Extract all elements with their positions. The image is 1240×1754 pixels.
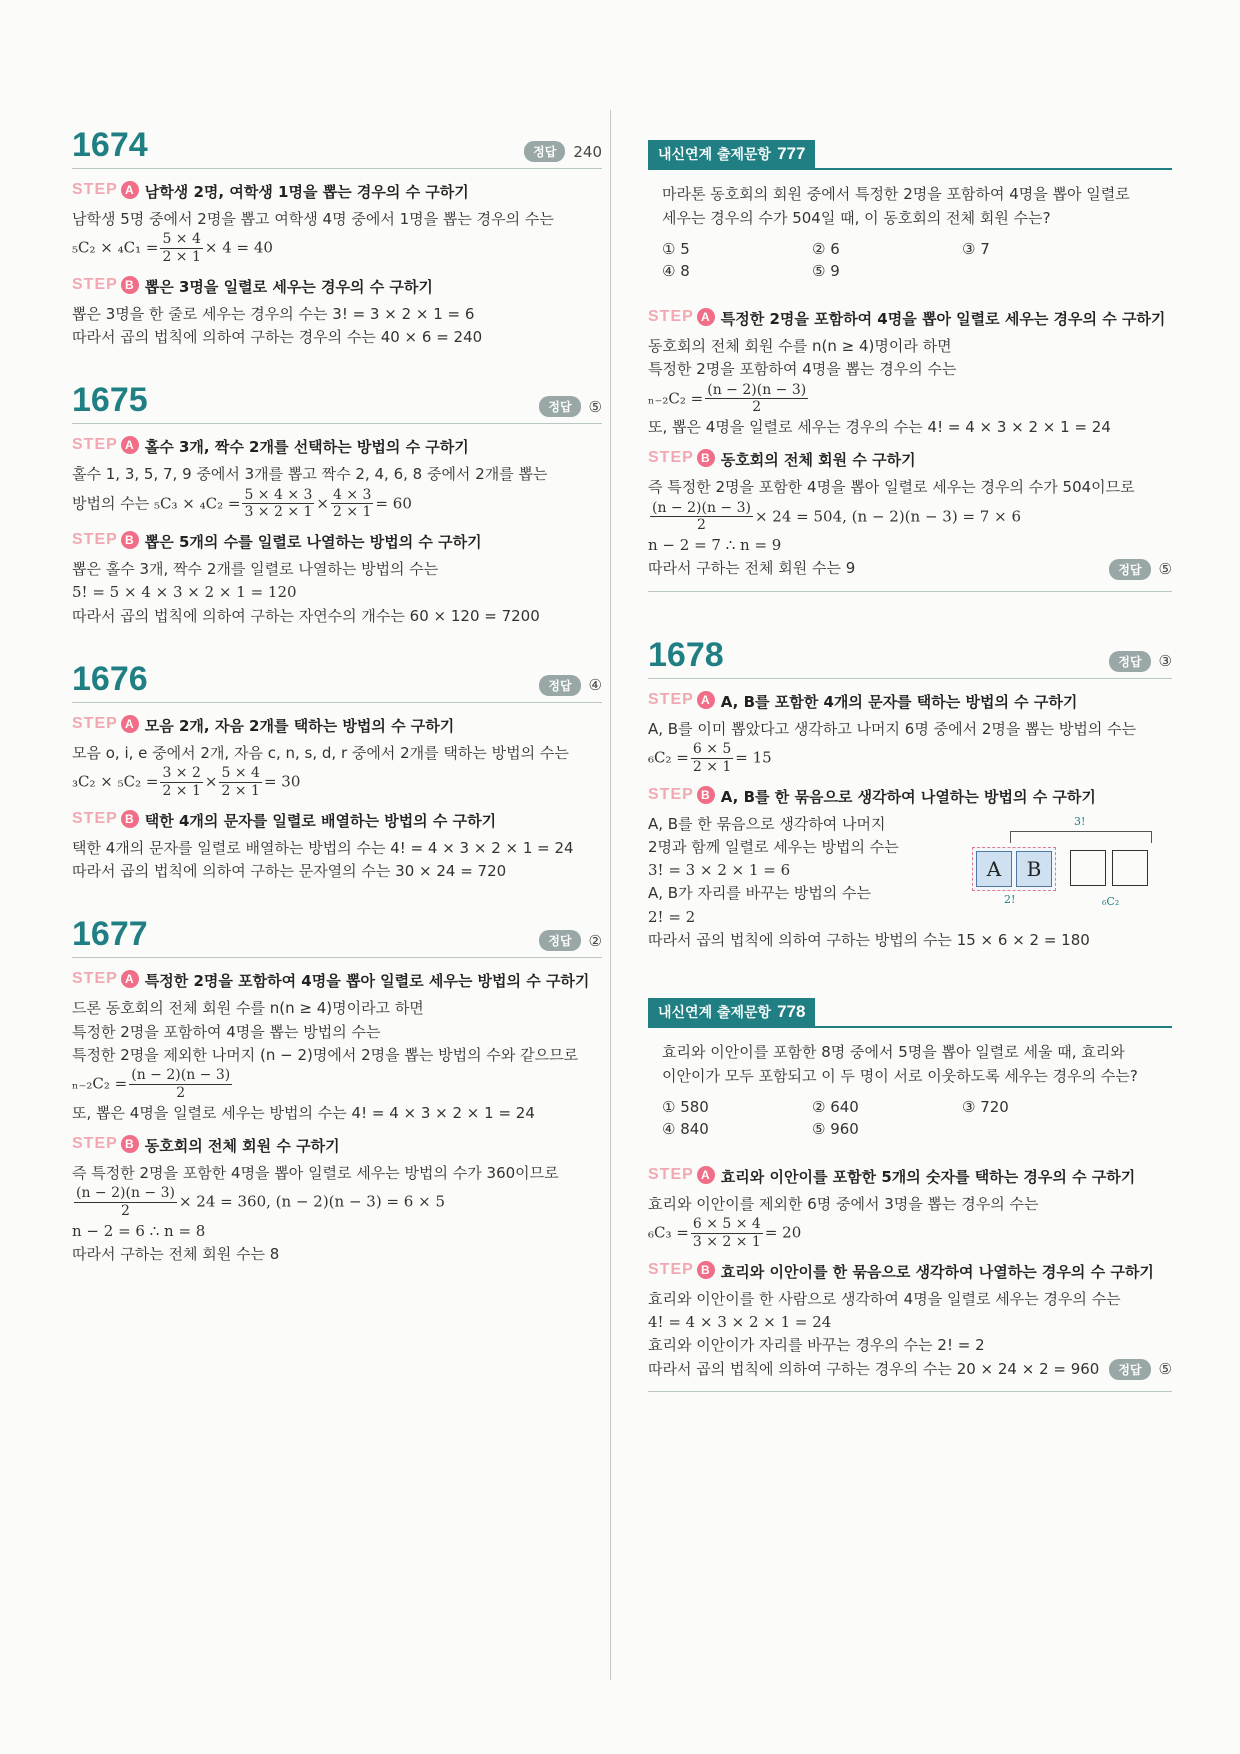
math-line: ₃C₂ × ₅C₂ = $\frac{3 \times 2}{2 \times 1}$ × $\frac{5 \times 4}{2 \times 1}$ = 30	[72, 765, 301, 799]
math-line: ₆C₃ = $\frac{6 \times 5 \times 4}{3 \times 2 \times 1}$ = 20	[648, 1216, 802, 1251]
problem-number: 1678	[648, 635, 724, 674]
math-line: 3! = 3 × 2 × 1 = 6	[648, 861, 791, 880]
problem-header	[72, 917, 602, 958]
problem-header	[648, 635, 1172, 679]
step-b-title: STEP B 택한 4개의 문자를 일렬로 배열하는 방법의 수 구하기	[72, 809, 497, 830]
question-text: 마라톤 동호회의 회원 중에서 특정한 2명을 포함하여 4명을 뽑아 일렬로	[662, 185, 1130, 203]
problem-1676	[72, 659, 602, 883]
problem-number: 1675	[72, 381, 148, 420]
step-a-title: STEP A A, B를 포함한 4개의 문자를 택하는 방법의 수 구하기	[648, 690, 1078, 711]
step-b-title: STEP B 뽑은 5개의 수를 일렬로 나열하는 방법의 수 구하기	[72, 531, 482, 552]
answer	[524, 141, 602, 162]
step-b-title: STEP B 뽑은 3명을 일렬로 세우는 경우의 수 구하기	[72, 275, 433, 296]
math-line: 방법의 수는 ₅C₃ × ₄C₂ = $\frac{5 \times 4 \times 3}{3 \times 2 \times 1}$ × $\frac{4 \times 3}{2 \times 1}$ = 60	[72, 486, 412, 521]
text-line: 택한 4개의 문자를 일렬로 배열하는 방법의 수는 4! = 4 × 3 × 2 × 1 = 24	[72, 838, 574, 857]
fraction: $\frac{6 \times 5}{2 \times 1}$	[692, 740, 732, 775]
problem-1677	[72, 917, 602, 1266]
problem-header	[72, 383, 602, 424]
text-line: 특정한 2명을 포함하여 4명을 뽑는 경우의 수는	[648, 360, 957, 379]
final-answer-line: 따라서 구하는 전체 회원 수는 9 정답 ⑤	[648, 559, 1172, 579]
ab-group	[972, 847, 1056, 891]
math-line: ₙ₋₂C₂ = $\frac{(n - 2)(n - 3)}{2}$	[648, 381, 807, 416]
question-header	[648, 140, 1172, 170]
text-line: 뽑은 3명을 한 줄로 세우는 경우의 수는 3! = 3 × 2 × 1 = 6	[72, 304, 475, 323]
text-line: 따라서 구하는 전체 회원 수는 8	[72, 1244, 280, 1263]
empty-cell	[1070, 850, 1106, 886]
step-a-icon: A	[697, 1166, 715, 1184]
right-column	[648, 140, 1172, 1392]
answer	[1109, 651, 1172, 672]
step-a-title: STEP A 모음 2개, 자음 2개를 택하는 방법의 수 구하기	[72, 714, 455, 735]
step-a-title: STEP A 효리와 이안이를 포함한 5개의 숫자를 택하는 경우의 수 구하기	[648, 1166, 1136, 1187]
answer	[539, 396, 602, 417]
step-word: STEP	[72, 714, 118, 732]
step-word: STEP	[72, 1134, 118, 1152]
empty-cell	[1112, 850, 1148, 886]
text-line: 특정한 2명을 포함하여 4명을 뽑는 방법의 수는	[72, 1022, 381, 1041]
question-text: 이안이가 모두 포함되고 이 두 명이 서로 이웃하도록 세우는 경우의 수는?	[662, 1067, 1138, 1086]
question-text: 효리와 이안이를 포함한 8명 중에서 5명을 뽑아 일렬로 세울 때, 효리와	[662, 1043, 1125, 1062]
option: ① 580	[662, 1098, 709, 1117]
text-line: 효리와 이안이를 제외한 6명 중에서 3명을 뽑는 경우의 수는	[648, 1195, 1039, 1214]
column-divider	[610, 110, 611, 1680]
step-word: STEP	[72, 275, 118, 293]
question-tag: 내신연계 출제문항 778	[648, 998, 815, 1026]
label-2-fact: 2!	[1004, 892, 1016, 906]
fraction: $\frac{5 \times 4}{2 \times 1}$	[221, 765, 260, 799]
math-line: n − 2 = 7 ∴ n = 9	[648, 536, 782, 555]
step-b-icon: B	[697, 449, 715, 467]
step-a-title: STEP A 특정한 2명을 포함하여 4명을 뽑아 일렬로 세우는 경우의 수 구하기	[648, 308, 1166, 328]
text-line: 효리와 이안이가 자리를 바꾸는 경우의 수는 2! = 2	[648, 1336, 985, 1355]
answer-value: ⑤	[588, 397, 602, 416]
step-word: STEP	[648, 1260, 694, 1278]
text-line: A, B를 한 묶음으로 생각하여 나머지	[648, 814, 886, 833]
problem-1674	[72, 128, 602, 349]
text-line: 드론 동호회의 전체 회원 수를 n(n ≥ 4)명이라고 하면	[72, 999, 424, 1018]
step-b-title: STEP B 동호회의 전체 회원 수 구하기	[648, 449, 916, 470]
option: ② 6	[812, 240, 840, 258]
option: ① 5	[662, 240, 690, 258]
answer-badge: 정답	[524, 141, 565, 162]
text-line: 따라서 곱의 법칙에 의하여 구하는 경우의 수는 40 × 6 = 240	[72, 328, 483, 347]
step-b-icon: B	[121, 1135, 139, 1153]
math-line: ₅C₂ × ₄C₁ = $\frac{5 \times 4}{2 \times 1}$ × 4 = 40	[72, 231, 273, 266]
arrangement-diagram	[962, 813, 1162, 913]
answer-badge: 정답	[1109, 559, 1150, 580]
text-line: 효리와 이안이를 한 사람으로 생각하여 4명을 일렬로 세우는 경우의 수는	[648, 1289, 1121, 1308]
fraction: $\frac{(n - 2)(n - 3)}{2}$	[652, 499, 751, 534]
step-a-title: STEP A 특정한 2명을 포함하여 4명을 뽑아 일렬로 세우는 방법의 수 구하기	[72, 970, 590, 991]
math-line: ₙ₋₂C₂ = $\frac{(n - 2)(n - 3)}{2}$	[72, 1067, 231, 1101]
divider	[648, 1391, 1172, 1392]
text-line: 동호회의 전체 회원 수를 n(n ≥ 4)명이라 하면	[648, 337, 952, 355]
bracket-3-fact	[1010, 831, 1152, 843]
question-text: 세우는 경우의 수가 504일 때, 이 동호회의 전체 회원 수는?	[662, 209, 1051, 227]
left-column	[72, 128, 602, 1266]
text-line: 모음 o, i, e 중에서 2개, 자음 c, n, s, d, r 중에서 2개를 택하는 방법의 수는	[72, 743, 569, 762]
question-tag: 내신연계 출제문항 777	[648, 140, 815, 168]
option: ④ 8	[662, 262, 690, 280]
step-word: STEP	[72, 436, 118, 454]
option: ⑤ 960	[812, 1120, 859, 1139]
divider	[648, 591, 1172, 592]
answer-badge: 정답	[1109, 1359, 1150, 1380]
linked-question-777	[648, 140, 1172, 592]
step-b-title: STEP B 효리와 이안이를 한 묶음으로 생각하여 나열하는 경우의 수 구하기	[648, 1260, 1154, 1281]
fraction: $\frac{(n - 2)(n - 3)}{2}$	[131, 1067, 231, 1101]
cell-b: B	[1016, 851, 1052, 887]
answer	[539, 930, 602, 951]
problem-header	[72, 128, 602, 169]
fraction: $\frac{5 \times 4}{2 \times 1}$	[162, 231, 201, 266]
step-b-icon: B	[121, 276, 139, 294]
math-line: n − 2 = 6 ∴ n = 8	[72, 1221, 206, 1240]
step-a-icon: A	[121, 715, 139, 733]
answer	[1109, 1359, 1172, 1380]
step-b-icon: B	[697, 786, 715, 804]
answer	[539, 675, 602, 696]
answer	[1109, 559, 1172, 580]
fraction: $\frac{4 \times 3}{2 \times 1}$	[333, 486, 372, 521]
fraction: $\frac{6 \times 5 \times 4}{3 \times 2 \times 1}$	[692, 1216, 761, 1251]
math-line: $\frac{(n - 2)(n - 3)}{2}$ × 24 = 504, (n − 2)(n − 3) = 7 × 6	[652, 499, 1021, 534]
text-line: 따라서 곱의 법칙에 의하여 구하는 방법의 수는 15 × 6 × 2 = 180	[648, 930, 1090, 949]
step-a-icon: A	[121, 970, 139, 988]
fraction: $\frac{(n - 2)(n - 3)}{2}$	[707, 381, 807, 416]
step-a-icon: A	[121, 436, 139, 454]
text-line: 따라서 곱의 법칙에 의하여 구하는 자연수의 개수는 60 × 120 = 7200	[72, 606, 540, 625]
step-word: STEP	[648, 1166, 694, 1184]
step-word: STEP	[648, 308, 694, 325]
answer-value: ④	[588, 676, 602, 695]
option: ⑤ 9	[812, 262, 840, 280]
options	[662, 1098, 1172, 1138]
step-word: STEP	[72, 809, 118, 827]
step-a-icon: A	[697, 308, 715, 326]
text-line: A, B가 자리를 바꾸는 방법의 수는	[648, 884, 872, 903]
problem-number: 1676	[72, 659, 148, 698]
text-line: A, B를 이미 뽑았다고 생각하고 나머지 6명 중에서 2명을 뽑는 방법의 수는	[648, 719, 1137, 738]
step-word: STEP	[72, 181, 118, 198]
label-6c2: ₆C₂	[1102, 894, 1120, 908]
text-line: 2명과 함께 일렬로 세우는 방법의 수는	[648, 837, 899, 856]
option: ② 640	[812, 1098, 859, 1117]
fraction: $\frac{3 \times 2}{2 \times 1}$	[162, 765, 201, 799]
text-line: 특정한 2명을 제외한 나머지 (n − 2)명에서 2명을 뽑는 방법의 수와 같으므로	[72, 1045, 579, 1064]
step-a-icon: A	[697, 691, 715, 709]
answer-badge: 정답	[539, 675, 580, 696]
answer-value: 240	[573, 142, 602, 161]
math-line: 5! = 5 × 4 × 3 × 2 × 1 = 120	[72, 583, 297, 602]
answer-badge: 정답	[1109, 651, 1150, 672]
answer-value: ⑤	[1158, 560, 1172, 579]
problem-number: 1677	[72, 915, 148, 954]
text-line: 또, 뽑은 4명을 일렬로 세우는 방법의 수는 4! = 4 × 3 × 2 × 1 = 24	[72, 1103, 535, 1122]
step-word: STEP	[72, 531, 118, 549]
text-line: 뽑은 홀수 3개, 짝수 2개를 일렬로 나열하는 방법의 수는	[72, 560, 439, 579]
answer-value: ②	[588, 931, 602, 950]
step-b-icon: B	[697, 1261, 715, 1279]
text-line: 남학생 5명 중에서 2명을 뽑고 여학생 4명 중에서 1명을 뽑는 경우의 수는	[72, 210, 554, 228]
answer-badge: 정답	[539, 396, 580, 417]
cell-a: A	[976, 851, 1012, 887]
math-line: 4! = 4 × 3 × 2 × 1 = 24	[648, 1313, 832, 1332]
step-word: STEP	[648, 690, 694, 708]
text-line: 즉 특정한 2명을 포함한 4명을 뽑아 일렬로 세우는 방법의 수가 360이므로	[72, 1163, 559, 1182]
answer-value: ⑤	[1158, 1360, 1172, 1379]
options	[662, 240, 1172, 280]
step-b-title: STEP B A, B를 한 묶음으로 생각하여 나열하는 방법의 수 구하기	[648, 785, 1096, 806]
option: ③ 720	[962, 1098, 1009, 1117]
step-a-title: STEP A 남학생 2명, 여학생 1명을 뽑는 경우의 수 구하기	[72, 181, 469, 201]
problem-1678	[648, 635, 1172, 952]
step-a-icon: A	[121, 181, 139, 199]
answer-value: ③	[1158, 652, 1172, 671]
step-word: STEP	[72, 970, 118, 988]
option: ④ 840	[662, 1120, 709, 1139]
math-line: 2! = 2	[648, 907, 696, 926]
step-b-icon: B	[121, 810, 139, 828]
problem-1675	[72, 383, 602, 628]
label-3-fact: 3!	[1074, 814, 1086, 828]
linked-question-778	[648, 998, 1172, 1392]
option: ③ 7	[962, 240, 990, 258]
fraction: $\frac{(n - 2)(n - 3)}{2}$	[76, 1185, 175, 1219]
text-line: 또, 뽑은 4명을 일렬로 세우는 경우의 수는 4! = 4 × 3 × 2 × 1 = 24	[648, 418, 1111, 437]
fraction: $\frac{5 \times 4 \times 3}{3 \times 2 \times 1}$	[244, 486, 313, 521]
problem-number: 1674	[72, 126, 148, 164]
step-b-icon: B	[121, 531, 139, 549]
math-line: ₆C₂ = $\frac{6 \times 5}{2 \times 1}$ = 15	[648, 740, 772, 775]
answer-badge: 정답	[539, 930, 580, 951]
step-word: STEP	[648, 785, 694, 803]
final-answer-line: 따라서 곱의 법칙에 의하여 구하는 경우의 수는 20 × 24 × 2 = 960 정답 ⑤	[648, 1359, 1172, 1379]
step-word: STEP	[648, 449, 694, 467]
text-line: 홀수 1, 3, 5, 7, 9 중에서 3개를 뽑고 짝수 2, 4, 6, 8 중에서 2개를 뽑는	[72, 465, 548, 484]
question-header	[648, 998, 1172, 1028]
step-b-title: STEP B 동호회의 전체 회원 수 구하기	[72, 1134, 340, 1155]
problem-header	[72, 659, 602, 703]
text-line: 즉 특정한 2명을 포함한 4명을 뽑아 일렬로 세우는 경우의 수가 504이므로	[648, 478, 1135, 497]
step-a-title: STEP A 홀수 3개, 짝수 2개를 선택하는 방법의 수 구하기	[72, 436, 469, 457]
text-line: 따라서 곱의 법칙에 의하여 구하는 문자열의 수는 30 × 24 = 720	[72, 862, 507, 881]
math-line: $\frac{(n - 2)(n - 3)}{2}$ × 24 = 360, (n − 2)(n − 3) = 6 × 5	[76, 1185, 445, 1219]
